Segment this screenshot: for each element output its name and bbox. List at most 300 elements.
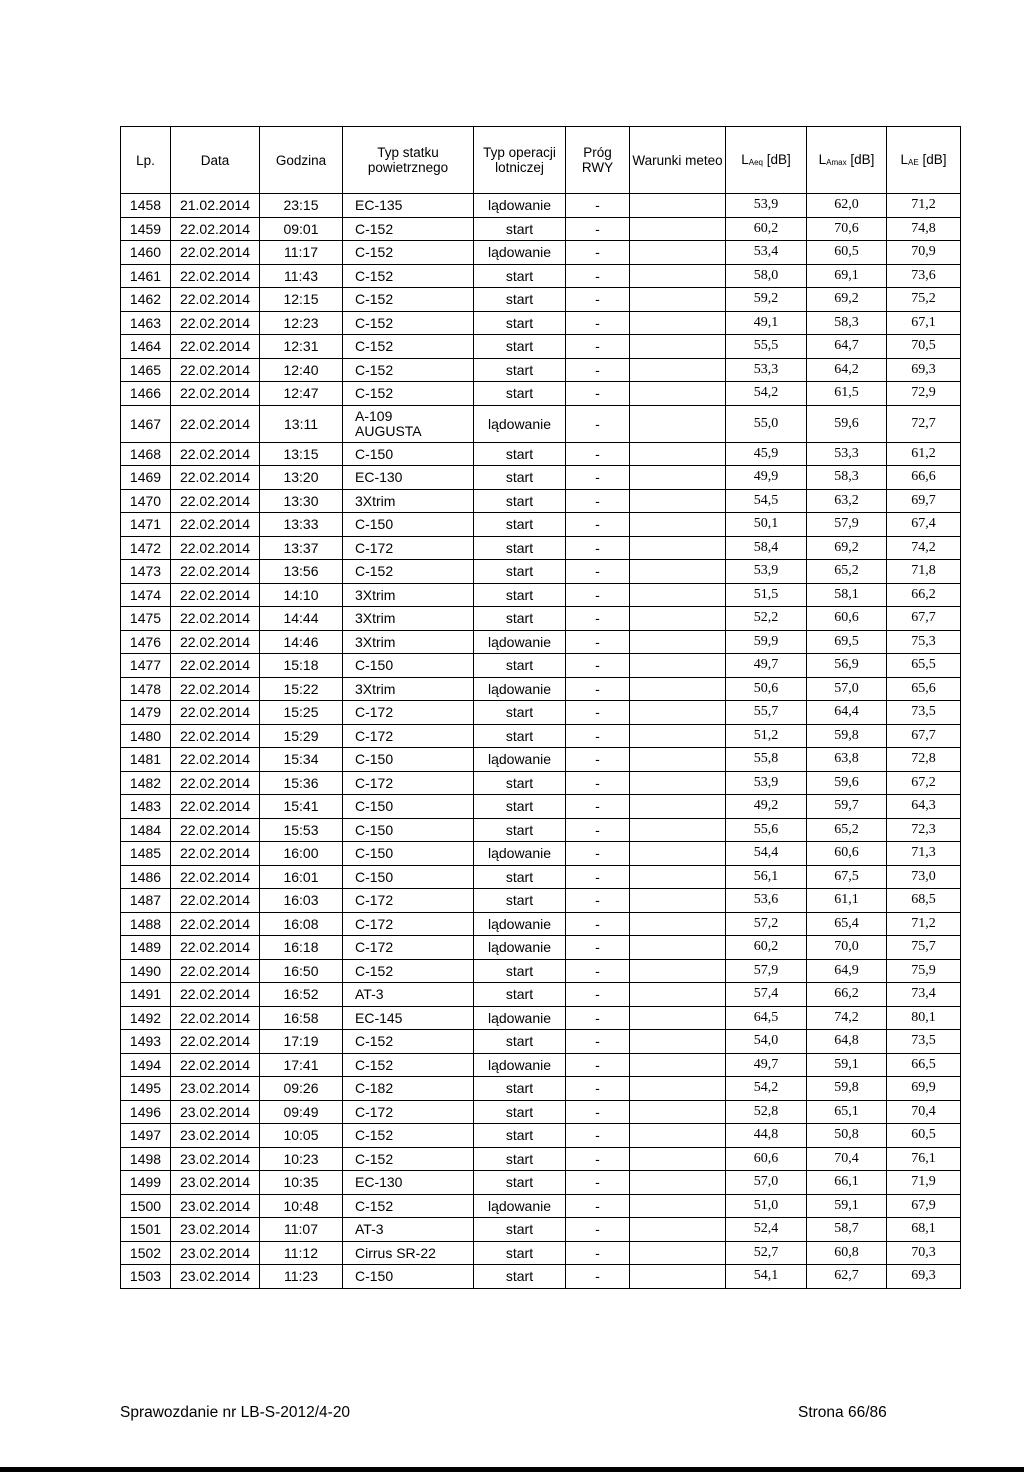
cell-aircraft [343, 865, 474, 889]
cell-aircraft [343, 1030, 474, 1054]
cell-lp: 1482 [121, 771, 171, 795]
cell-weather [630, 489, 726, 513]
cell-weather [630, 771, 726, 795]
cell-lae: 71,9 [887, 1171, 961, 1195]
cell-lp: 1472 [121, 536, 171, 560]
cell-lp: 1497 [121, 1124, 171, 1148]
cell-laeq: 51,2 [726, 724, 807, 748]
cell-lae: 67,1 [887, 311, 961, 335]
cell-time: 10:23 [260, 1147, 343, 1171]
table-row [121, 1241, 961, 1265]
cell-laeq: 53,6 [726, 889, 807, 913]
cell-lamax: 63,2 [807, 489, 887, 513]
cell-aircraft [343, 630, 474, 654]
cell-operation: start [474, 335, 566, 359]
cell-weather [630, 959, 726, 983]
table-row [121, 382, 961, 406]
cell-laeq: 60,2 [726, 217, 807, 241]
cell-date: 22.02.2014 [171, 1006, 260, 1030]
cell-weather [630, 936, 726, 960]
aircraft-label: C-152 [355, 314, 394, 331]
aircraft-label: C-150 [355, 751, 394, 768]
aircraft-label: C-150 [355, 868, 394, 885]
aircraft-label: C-152 [355, 1056, 394, 1073]
cell-operation: start [474, 382, 566, 406]
cell-date: 22.02.2014 [171, 701, 260, 725]
aircraft-label: AT-3 [355, 1221, 384, 1238]
cell-aircraft [343, 607, 474, 631]
cell-aircraft [343, 936, 474, 960]
cell-laeq: 50,1 [726, 513, 807, 537]
cell-weather [630, 889, 726, 913]
cell-weather [630, 264, 726, 288]
cell-lae: 73,6 [887, 264, 961, 288]
cell-aircraft [343, 311, 474, 335]
cell-runway: - [566, 936, 630, 960]
cell-runway: - [566, 959, 630, 983]
cell-lp: 1476 [121, 630, 171, 654]
cell-laeq: 52,4 [726, 1218, 807, 1242]
aircraft-label: EC-145 [355, 1009, 403, 1026]
cell-aircraft [343, 1006, 474, 1030]
cell-date: 22.02.2014 [171, 513, 260, 537]
aircraft-label: C-152 [355, 1197, 394, 1214]
cell-date: 23.02.2014 [171, 1100, 260, 1124]
aircraft-label: 3Xtrim [355, 680, 396, 697]
cell-date: 22.02.2014 [171, 889, 260, 913]
cell-time: 15:53 [260, 818, 343, 842]
cell-lae: 60,5 [887, 1124, 961, 1148]
cell-lp: 1481 [121, 748, 171, 772]
cell-time: 15:29 [260, 724, 343, 748]
table-row [121, 771, 961, 795]
cell-lamax: 58,1 [807, 583, 887, 607]
cell-operation: start [474, 489, 566, 513]
cell-weather [630, 654, 726, 678]
cell-lamax: 57,9 [807, 513, 887, 537]
cell-lp: 1484 [121, 818, 171, 842]
cell-lp: 1465 [121, 358, 171, 382]
cell-date: 22.02.2014 [171, 536, 260, 560]
cell-lp: 1485 [121, 842, 171, 866]
cell-time: 23:15 [260, 194, 343, 218]
table-header-row [121, 127, 961, 194]
cell-weather [630, 311, 726, 335]
cell-lp: 1488 [121, 912, 171, 936]
table-row [121, 912, 961, 936]
cell-runway: - [566, 560, 630, 584]
cell-laeq: 44,8 [726, 1124, 807, 1148]
cell-lamax: 61,1 [807, 889, 887, 913]
cell-date: 22.02.2014 [171, 358, 260, 382]
cell-lp: 1491 [121, 983, 171, 1007]
noise-measurement-table [120, 126, 961, 1289]
cell-date: 22.02.2014 [171, 583, 260, 607]
cell-lae: 69,7 [887, 489, 961, 513]
aircraft-label: C-172 [355, 539, 394, 556]
cell-weather [630, 1100, 726, 1124]
table-row [121, 630, 961, 654]
cell-lamax: 59,8 [807, 1077, 887, 1101]
cell-operation: lądowanie [474, 677, 566, 701]
cell-operation: start [474, 771, 566, 795]
cell-lamax: 59,6 [807, 405, 887, 442]
cell-lp: 1496 [121, 1100, 171, 1124]
cell-runway: - [566, 1147, 630, 1171]
cell-laeq: 54,1 [726, 1265, 807, 1289]
cell-operation: lądowanie [474, 1006, 566, 1030]
cell-lae: 76,1 [887, 1147, 961, 1171]
cell-lp: 1483 [121, 795, 171, 819]
cell-runway: - [566, 724, 630, 748]
cell-weather [630, 1053, 726, 1077]
cell-date: 22.02.2014 [171, 771, 260, 795]
cell-weather [630, 466, 726, 490]
cell-lp: 1500 [121, 1194, 171, 1218]
table-row [121, 358, 961, 382]
cell-weather [630, 1218, 726, 1242]
cell-weather [630, 607, 726, 631]
cell-date: 22.02.2014 [171, 724, 260, 748]
cell-lamax: 61,5 [807, 382, 887, 406]
aircraft-label: C-150 [355, 798, 394, 815]
cell-time: 15:36 [260, 771, 343, 795]
cell-laeq: 49,1 [726, 311, 807, 335]
cell-runway: - [566, 311, 630, 335]
cell-lp: 1489 [121, 936, 171, 960]
cell-lae: 70,3 [887, 1241, 961, 1265]
cell-aircraft [343, 889, 474, 913]
cell-weather [630, 842, 726, 866]
table-row [121, 1053, 961, 1077]
cell-runway: - [566, 513, 630, 537]
cell-operation: start [474, 607, 566, 631]
cell-lae: 71,3 [887, 842, 961, 866]
cell-laeq: 49,2 [726, 795, 807, 819]
cell-date: 22.02.2014 [171, 842, 260, 866]
cell-laeq: 54,5 [726, 489, 807, 513]
cell-runway: - [566, 194, 630, 218]
cell-operation: start [474, 983, 566, 1007]
cell-operation: start [474, 1218, 566, 1242]
cell-lp: 1459 [121, 217, 171, 241]
cell-lae: 69,3 [887, 1265, 961, 1289]
cell-weather [630, 912, 726, 936]
cell-laeq: 55,5 [726, 335, 807, 359]
cell-laeq: 53,4 [726, 241, 807, 265]
cell-time: 11:43 [260, 264, 343, 288]
aircraft-label: C-182 [355, 1080, 394, 1097]
cell-lamax: 70,0 [807, 936, 887, 960]
table-row [121, 442, 961, 466]
cell-lp: 1502 [121, 1241, 171, 1265]
cell-lp: 1479 [121, 701, 171, 725]
cell-operation: lądowanie [474, 1194, 566, 1218]
aircraft-label: C-152 [355, 1033, 394, 1050]
cell-aircraft [343, 358, 474, 382]
cell-runway: - [566, 241, 630, 265]
cell-date: 22.02.2014 [171, 335, 260, 359]
cell-lae: 66,2 [887, 583, 961, 607]
cell-laeq: 58,4 [726, 536, 807, 560]
table-row [121, 654, 961, 678]
cell-operation: start [474, 1077, 566, 1101]
cell-lae: 67,2 [887, 771, 961, 795]
cell-runway: - [566, 1265, 630, 1289]
cell-lae: 75,2 [887, 288, 961, 312]
cell-operation: start [474, 560, 566, 584]
header-date: Data [171, 127, 260, 194]
cell-date: 22.02.2014 [171, 795, 260, 819]
cell-runway: - [566, 1241, 630, 1265]
cell-aircraft [343, 536, 474, 560]
cell-date: 23.02.2014 [171, 1194, 260, 1218]
table-row [121, 865, 961, 889]
cell-time: 16:00 [260, 842, 343, 866]
cell-weather [630, 513, 726, 537]
cell-date: 22.02.2014 [171, 489, 260, 513]
cell-lamax: 64,8 [807, 1030, 887, 1054]
cell-time: 10:05 [260, 1124, 343, 1148]
cell-laeq: 57,0 [726, 1171, 807, 1195]
cell-date: 22.02.2014 [171, 654, 260, 678]
cell-runway: - [566, 536, 630, 560]
cell-lp: 1469 [121, 466, 171, 490]
aircraft-label: AT-3 [355, 986, 384, 1003]
cell-weather [630, 1030, 726, 1054]
aircraft-label: 3Xtrim [355, 610, 396, 627]
cell-operation: start [474, 1147, 566, 1171]
cell-operation: lądowanie [474, 194, 566, 218]
cell-lamax: 70,6 [807, 217, 887, 241]
cell-runway: - [566, 358, 630, 382]
table-row [121, 748, 961, 772]
cell-lae: 69,3 [887, 358, 961, 382]
header-weather: Warunki meteo [630, 127, 726, 194]
aircraft-label: C-152 [355, 962, 394, 979]
cell-operation: start [474, 442, 566, 466]
cell-lamax: 60,6 [807, 842, 887, 866]
aircraft-label: C-172 [355, 774, 394, 791]
aircraft-label: C-152 [355, 361, 394, 378]
cell-lp: 1458 [121, 194, 171, 218]
cell-time: 13:33 [260, 513, 343, 537]
cell-aircraft [343, 405, 474, 442]
cell-aircraft [343, 1218, 474, 1242]
aircraft-label: C-152 [355, 244, 394, 261]
cell-lae: 66,5 [887, 1053, 961, 1077]
cell-lae: 69,9 [887, 1077, 961, 1101]
cell-laeq: 55,8 [726, 748, 807, 772]
cell-lamax: 64,4 [807, 701, 887, 725]
cell-lamax: 60,6 [807, 607, 887, 631]
cell-date: 22.02.2014 [171, 630, 260, 654]
cell-runway: - [566, 889, 630, 913]
aircraft-label: C-152 [355, 1127, 394, 1144]
cell-lae: 80,1 [887, 1006, 961, 1030]
cell-operation: start [474, 513, 566, 537]
cell-time: 09:26 [260, 1077, 343, 1101]
cell-operation: start [474, 959, 566, 983]
cell-lamax: 64,7 [807, 335, 887, 359]
aircraft-label: C-152 [355, 338, 394, 355]
cell-aircraft [343, 1194, 474, 1218]
cell-runway: - [566, 607, 630, 631]
cell-aircraft [343, 1147, 474, 1171]
cell-date: 22.02.2014 [171, 264, 260, 288]
cell-lae: 71,8 [887, 560, 961, 584]
cell-runway: - [566, 654, 630, 678]
cell-lp: 1493 [121, 1030, 171, 1054]
bottom-rule [0, 1467, 1024, 1472]
cell-lp: 1475 [121, 607, 171, 631]
cell-lamax: 56,9 [807, 654, 887, 678]
cell-date: 23.02.2014 [171, 1147, 260, 1171]
cell-time: 14:44 [260, 607, 343, 631]
cell-aircraft [343, 654, 474, 678]
cell-time: 17:41 [260, 1053, 343, 1077]
cell-lae: 75,3 [887, 630, 961, 654]
table-row [121, 1171, 961, 1195]
cell-lamax: 62,0 [807, 194, 887, 218]
cell-lae: 70,4 [887, 1100, 961, 1124]
cell-runway: - [566, 795, 630, 819]
cell-aircraft [343, 560, 474, 584]
aircraft-label: C-172 [355, 704, 394, 721]
cell-lae: 61,2 [887, 442, 961, 466]
cell-weather [630, 1077, 726, 1101]
cell-lamax: 58,7 [807, 1218, 887, 1242]
cell-date: 22.02.2014 [171, 311, 260, 335]
cell-weather [630, 748, 726, 772]
cell-time: 15:22 [260, 677, 343, 701]
table-row [121, 842, 961, 866]
cell-time: 16:08 [260, 912, 343, 936]
cell-time: 12:40 [260, 358, 343, 382]
cell-runway: - [566, 1077, 630, 1101]
lamax-unit: [dB] [850, 151, 875, 167]
cell-time: 16:50 [260, 959, 343, 983]
cell-weather [630, 1124, 726, 1148]
cell-lamax: 53,3 [807, 442, 887, 466]
cell-laeq: 57,4 [726, 983, 807, 1007]
cell-laeq: 51,5 [726, 583, 807, 607]
aircraft-label: C-152 [355, 267, 394, 284]
aircraft-label: C-172 [355, 915, 394, 932]
cell-time: 11:17 [260, 241, 343, 265]
cell-aircraft [343, 795, 474, 819]
cell-lae: 73,5 [887, 1030, 961, 1054]
cell-laeq: 52,7 [726, 1241, 807, 1265]
cell-weather [630, 701, 726, 725]
cell-laeq: 52,8 [726, 1100, 807, 1124]
cell-operation: start [474, 889, 566, 913]
cell-aircraft [343, 1265, 474, 1289]
lae-symbol: L [900, 151, 909, 167]
cell-weather [630, 818, 726, 842]
cell-runway: - [566, 466, 630, 490]
cell-time: 14:46 [260, 630, 343, 654]
cell-time: 13:56 [260, 560, 343, 584]
cell-laeq: 64,5 [726, 1006, 807, 1030]
cell-operation: lądowanie [474, 912, 566, 936]
cell-runway: - [566, 217, 630, 241]
table-row [121, 1147, 961, 1171]
header-runway-threshold: Próg RWY [566, 127, 630, 194]
cell-aircraft [343, 489, 474, 513]
cell-time: 11:07 [260, 1218, 343, 1242]
table-row [121, 936, 961, 960]
table-row [121, 536, 961, 560]
cell-operation: start [474, 1100, 566, 1124]
lae-subscript: AE [908, 157, 919, 167]
table-row [121, 607, 961, 631]
cell-runway: - [566, 912, 630, 936]
cell-operation: start [474, 1171, 566, 1195]
cell-laeq: 59,2 [726, 288, 807, 312]
cell-lae: 72,8 [887, 748, 961, 772]
cell-laeq: 54,2 [726, 382, 807, 406]
cell-lamax: 58,3 [807, 311, 887, 335]
aircraft-label: C-172 [355, 892, 394, 909]
cell-lae: 67,7 [887, 607, 961, 631]
cell-weather [630, 335, 726, 359]
cell-time: 13:20 [260, 466, 343, 490]
cell-time: 16:01 [260, 865, 343, 889]
cell-lamax: 66,2 [807, 983, 887, 1007]
cell-lae: 73,4 [887, 983, 961, 1007]
cell-time: 13:11 [260, 405, 343, 442]
cell-aircraft [343, 983, 474, 1007]
cell-operation: start [474, 865, 566, 889]
aircraft-label: 3Xtrim [355, 492, 396, 509]
cell-date: 22.02.2014 [171, 442, 260, 466]
aircraft-label: C-152 [355, 220, 394, 237]
cell-aircraft [343, 1100, 474, 1124]
cell-time: 11:12 [260, 1241, 343, 1265]
cell-aircraft [343, 959, 474, 983]
cell-lp: 1461 [121, 264, 171, 288]
cell-aircraft [343, 194, 474, 218]
cell-aircraft [343, 335, 474, 359]
cell-laeq: 53,3 [726, 358, 807, 382]
cell-lp: 1480 [121, 724, 171, 748]
cell-weather [630, 217, 726, 241]
cell-date: 22.02.2014 [171, 217, 260, 241]
cell-lp: 1463 [121, 311, 171, 335]
cell-time: 15:18 [260, 654, 343, 678]
cell-laeq: 49,9 [726, 466, 807, 490]
cell-lae: 66,6 [887, 466, 961, 490]
cell-weather [630, 1241, 726, 1265]
cell-laeq: 55,6 [726, 818, 807, 842]
cell-runway: - [566, 818, 630, 842]
laeq-symbol: L [741, 151, 749, 167]
cell-date: 22.02.2014 [171, 748, 260, 772]
table-row [121, 1077, 961, 1101]
cell-runway: - [566, 1218, 630, 1242]
cell-aircraft [343, 912, 474, 936]
cell-operation: start [474, 795, 566, 819]
header-operation-type: Typ operacji lotniczej [474, 127, 566, 194]
cell-lae: 65,5 [887, 654, 961, 678]
cell-laeq: 56,1 [726, 865, 807, 889]
cell-lamax: 69,2 [807, 536, 887, 560]
cell-lp: 1470 [121, 489, 171, 513]
table-row [121, 288, 961, 312]
cell-time: 14:10 [260, 583, 343, 607]
cell-date: 23.02.2014 [171, 1171, 260, 1195]
